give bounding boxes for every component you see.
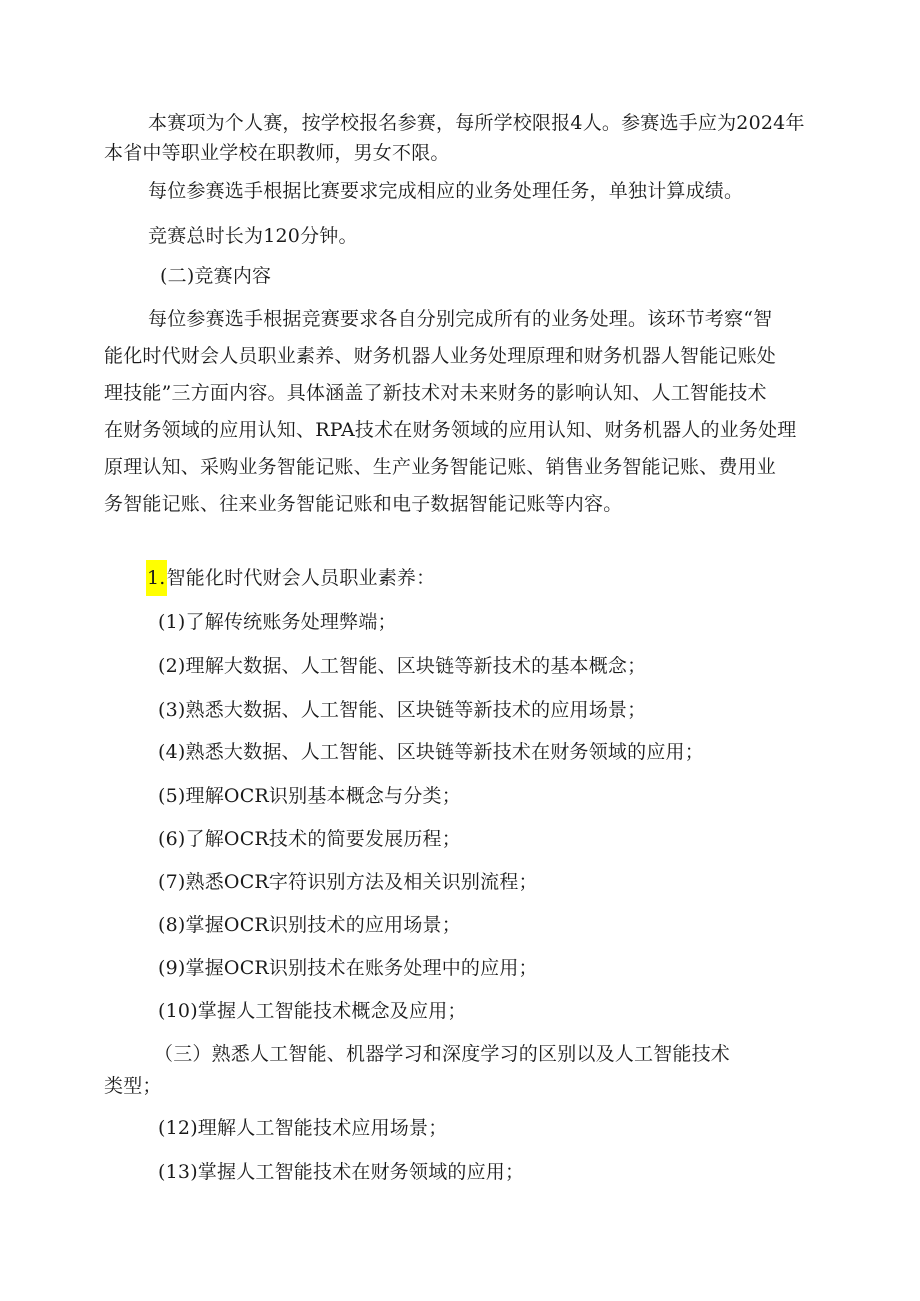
paragraph-eligibility-line-2: 本省中等职业学校在职教师，男女不限。 xyxy=(104,142,450,164)
list-item: (2)理解大数据、人工智能、区块链等新技术的基本概念； xyxy=(158,655,647,677)
paragraph-content-line-2: 能化时代财会人员职业素养、财务机器人业务处理原理和财务机器人智能记账处 xyxy=(104,345,777,367)
list-item: (13)掌握人工智能技术在财务领域的应用； xyxy=(158,1161,525,1183)
list-item: (3)熟悉大数据、人工智能、区块链等新技术的应用场景； xyxy=(158,699,647,721)
list-item: (7)熟悉OCR字符识别方法及相关识别流程； xyxy=(158,871,538,893)
highlighted-item-number: 1. xyxy=(146,560,167,596)
paragraph-eligibility-line-1: 本赛项为个人赛，按学校报名参赛，每所学校限报4人。参赛选手应为2024年 xyxy=(148,112,805,134)
list-item-heading-1-text: 智能化时代财会人员职业素养： xyxy=(166,567,436,589)
list-item-san-line-2: 类型； xyxy=(104,1075,162,1097)
paragraph-content-line-1: 每位参赛选手根据竞赛要求各自分别完成所有的业务处理。该环节考察“智 xyxy=(148,308,773,330)
list-item: (9)掌握OCR识别技术在账务处理中的应用； xyxy=(158,957,538,979)
section-heading-competition-content: (二)竞赛内容 xyxy=(160,265,272,287)
list-item: (8)掌握OCR识别技术的应用场景； xyxy=(158,914,461,936)
list-item: (6)了解OCR技术的简要发展历程； xyxy=(158,828,461,850)
paragraph-content-line-3: 理技能”三方面内容。具体涵盖了新技术对未来财务的影响认知、人工智能技术 xyxy=(104,382,767,404)
list-item-heading-1 xyxy=(146,566,435,590)
paragraph-scoring: 每位参赛选手根据比赛要求完成相应的业务处理任务，单独计算成绩。 xyxy=(148,180,744,202)
list-item: (5)理解OCR识别基本概念与分类； xyxy=(158,785,461,807)
list-item: (10)掌握人工智能技术概念及应用； xyxy=(158,1000,467,1022)
paragraph-duration: 竞赛总时长为120分钟。 xyxy=(148,225,358,247)
list-item: (1)了解传统账务处理弊端； xyxy=(158,611,397,633)
list-item: (12)理解人工智能技术应用场景； xyxy=(158,1117,448,1139)
paragraph-content-line-5: 原理认知、采购业务智能记账、生产业务智能记账、销售业务智能记账、费用业 xyxy=(104,456,777,478)
paragraph-content-line-6: 务智能记账、往来业务智能记账和电子数据智能记账等内容。 xyxy=(104,493,623,515)
paragraph-content-line-4: 在财务领域的应用认知、RPA技术在财务领域的应用认知、财务机器人的业务处理 xyxy=(104,419,797,441)
list-item: (4)熟悉大数据、人工智能、区块链等新技术在财务领域的应用； xyxy=(158,741,704,763)
list-item-san-line-1: （三）熟悉人工智能、机器学习和深度学习的区别以及人工智能技术 xyxy=(154,1043,731,1065)
